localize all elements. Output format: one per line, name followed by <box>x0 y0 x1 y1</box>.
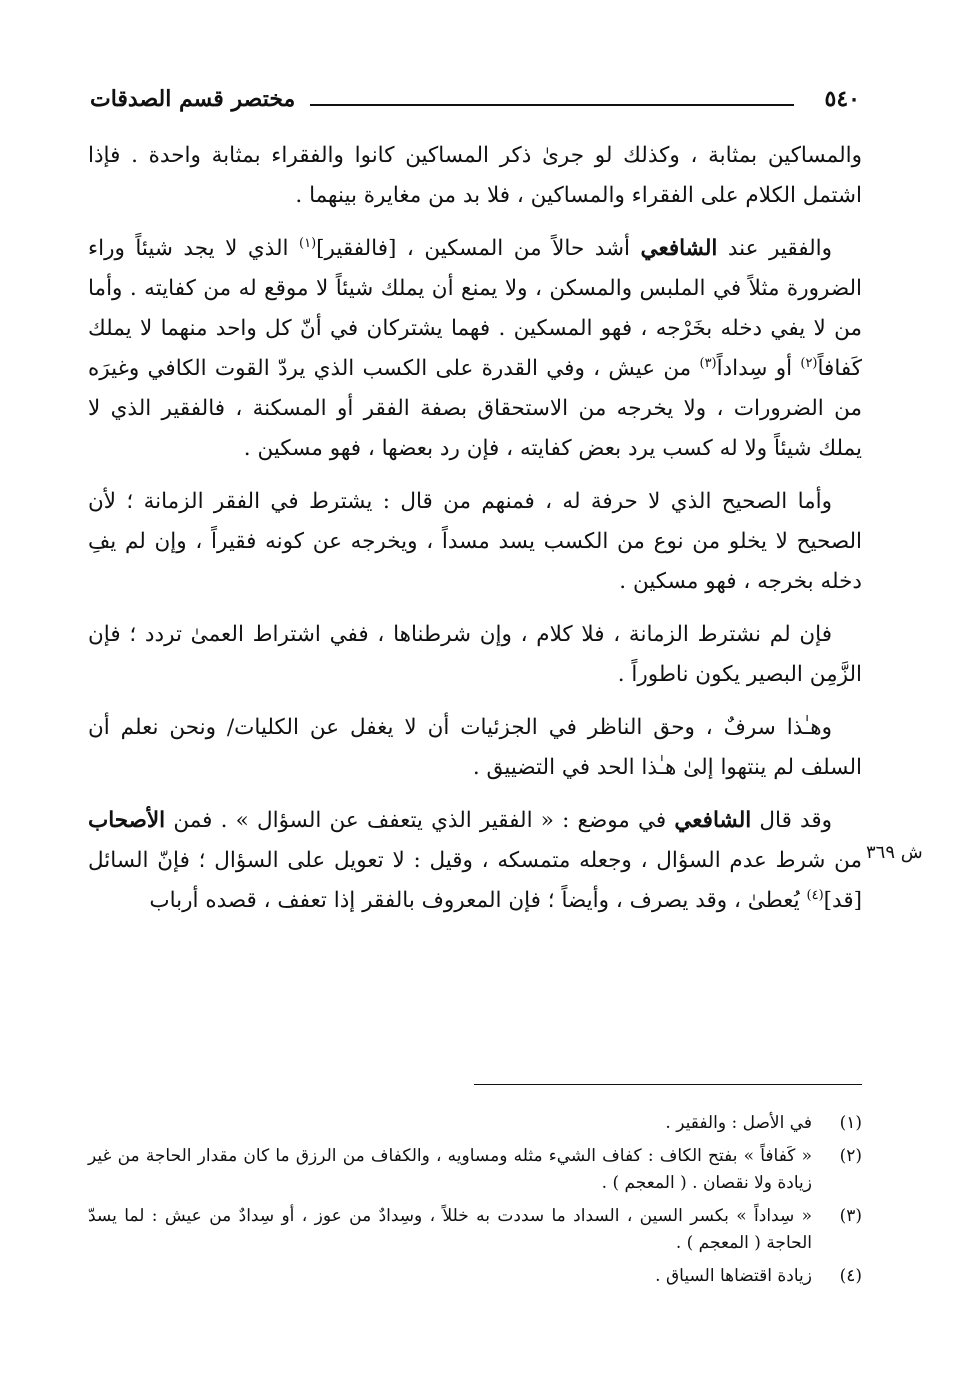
main-text <box>88 136 862 934</box>
footnote-ref: (١) <box>299 235 317 251</box>
footnote <box>88 1263 862 1290</box>
footnote-number: (١) <box>839 1113 862 1133</box>
text-run: والفقير عند <box>717 236 832 261</box>
footnotes <box>88 1110 862 1296</box>
footnote <box>88 1110 862 1137</box>
footnote <box>88 1143 862 1197</box>
running-title: مختصر قسم الصدقات <box>90 86 296 112</box>
bold-term: الشافعي <box>640 236 718 261</box>
bold-term: الأصحاب <box>88 808 166 833</box>
text-run: وهـٰذا سرفٌ ، وحق الناظر في الجزئيات أن لا يغفل عن الكليات/ ونحن نعلم أن السلف لم ينتهوا إلىٰ هـٰذا الحد في التضييق . <box>88 715 862 780</box>
page-number: ٥٤٠ <box>824 86 860 112</box>
text-run: فإن لم نشترط الزمانة ، فلا كلام ، وإن شرطناها ، ففي اشتراط العمىٰ تردد ؛ فإن الزَّمِن البصير يكون ناطوراً . <box>88 622 862 687</box>
text-run: من عيش ، وفي القدرة على الكسب الذي يردّ القوت الكافي وغيرَه من الضرورات ، ولا يخرجه من الاستحقاق بصفة الفقر أو المسكنة ، فالفقير الذي لا يملك شيئاً ولا له كسب يرد بعض كفايته ، فإن رد بعضها ، فهو مسكين . <box>88 356 862 461</box>
paragraph <box>88 708 862 788</box>
footnote-ref: (٢) <box>800 355 818 371</box>
footnote-ref: (٣) <box>699 355 717 371</box>
footnote-number: (٤) <box>839 1266 862 1286</box>
manuscript-folio-marker: ش ٣٦٩ <box>866 842 923 863</box>
text-run: والمساكين بمثابة ، وكذلك لو جرىٰ ذكر المساكين كانوا والفقراء بمثابة واحدة . فإذا اشتمل الكلام على الفقراء والمساكين ، فلا بد من مغايرة بينهما . <box>88 143 862 208</box>
footnote-number: (٣) <box>839 1206 862 1226</box>
text-run: وأما الصحيح الذي لا حرفة له ، فمنهم من قال : يشترط في الفقر الزمانة ؛ لأن الصحيح لا يخلو من نوع من الكسب يسد مسداً ، ويخرجه عن كونه فقيراً ، وإن لم يفِ دخله بخرجه ، فهو مسكين . <box>88 489 862 594</box>
paragraph <box>88 615 862 695</box>
footnote-text: « كَفافاً » بفتح الكاف : كفاف الشيء مثله ومساويه ، والكفاف من الرزق ما كان مقدار الحاجة من غير زيادة ولا نقصان . ( المعجم ) . <box>88 1146 812 1193</box>
footnote-number: (٢) <box>839 1146 862 1166</box>
text-run: يُعطىٰ ، وقد يصرف ، وأيضاً ؛ فإن المعروف بالفقر إذا تعفف ، قصده أرباب <box>149 888 807 913</box>
footnote-text: زيادة اقتضاها السياق . <box>655 1266 812 1286</box>
footnote-separator <box>474 1084 862 1085</box>
paragraph <box>88 229 862 469</box>
page-header <box>90 86 860 120</box>
paragraph <box>88 136 862 216</box>
text-run: وقد قال <box>751 808 832 833</box>
text-run: الذي لا يجد شيئاً وراء الضرورة مثلاً في الملبس والمسكن ، ولا يمنع أن يملك شيئاً لا موقع له من كفايته . وأما من لا يفي دخله بخَرْجه ، فهو المسكين . فهما يشتركان في أنّ كل واحد منهما لا يملك كَفافاً <box>88 236 862 381</box>
text-run: أشد حالاً من المسكين ، [فالفقير] <box>316 236 641 261</box>
footnote-text: في الأصل : والفقير . <box>665 1113 812 1133</box>
bold-term: الشافعي <box>674 808 752 833</box>
footnote-ref: (٤) <box>806 887 824 903</box>
footnote-text: « سِداداً » بكسر السين ، السداد ما سددت به خللاً ، وسِدادٌ من عوز ، أو سِدادٌ من عيش : لما يسدّ الحاجة ( المعجم ) . <box>88 1206 812 1253</box>
text-run: في موضع : « الفقير الذي يتعفف عن السؤال » . فمن <box>165 808 675 833</box>
paragraph <box>88 801 862 921</box>
paragraph <box>88 482 862 602</box>
footnote <box>88 1203 862 1257</box>
text-run: أو سِداداً <box>716 356 801 381</box>
header-rule <box>310 104 794 106</box>
text-run: من شرط عدم السؤال ، وجعله متمسكه ، وقيل : لا تعويل على السؤال ؛ فإنّ السائل [قد] <box>88 848 862 913</box>
